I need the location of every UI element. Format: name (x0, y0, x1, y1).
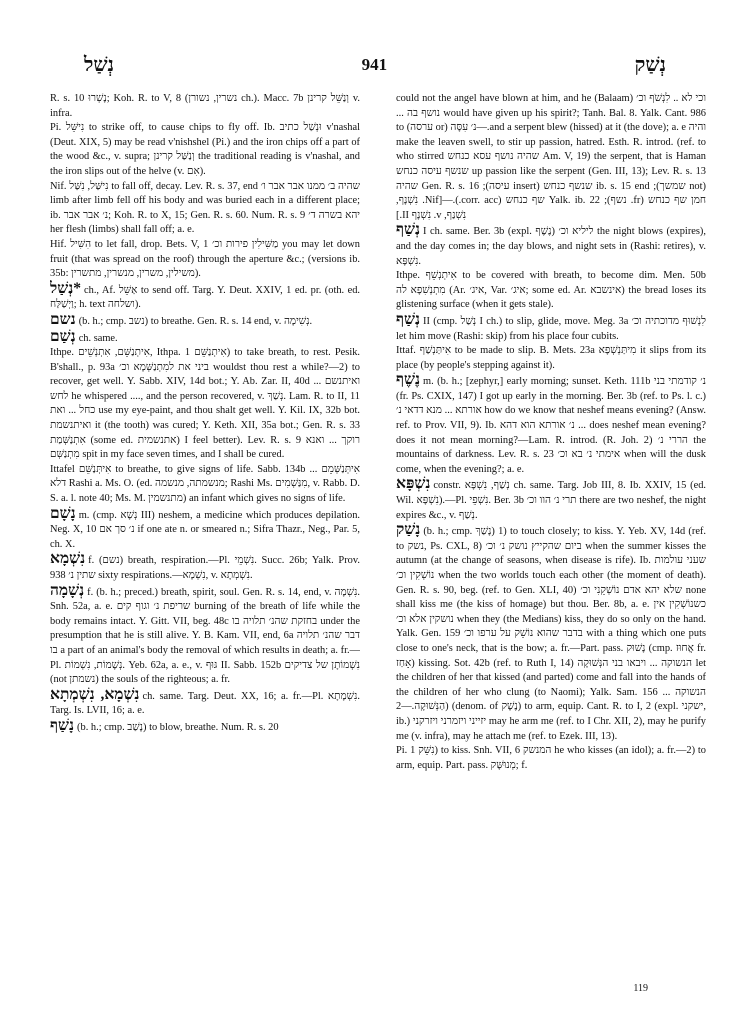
entry-text: Pi. נִישֵּׁל to strike off, to cause chips to fly off. Ib. וּנְשַׁל כתיב v'nashal (Deut. XIX, 5) may be read v'nishshel (Pi.) and the iron chips off a part of the wood &c., v. supra; וְנַשַּׁל קרינן the traditional reading is v'nashal, and the iron slips out of the helve (v. אִם). (50, 122, 360, 177)
dictionary-entry (396, 523, 706, 744)
entry-text: Nif. נִישַּׁל, נִשַּׁל to fall off, decay. Lev. R. s. 37, end שהיה ב׳ ממנו אבר אבר ו׳ limb after limb fell off his body and was buried each in a different place; ib. נ׳ אבר אבר; Koh. R. to X, 15; Gen. R. s. 60. Num. R. s. 9 יהא בשרה ד׳ her flesh (limbs) shall fall off; a. e. (50, 180, 360, 236)
entry-text: וכי לא .. לִנְשֹׁף וכ׳ could not the angel have blown at him, and he (Balaam) would have given up his spirit?; Tanh. Bal. 8. Yalk. Cant. 986 נושף בה ... והיה and a serpent blew (hissed) at it (the dove); a. e.—נ׳ עִסָּה (or ערסה) to make the leaven swell, to stir up passion, hatred. Esth. R. introd. (ref. to Am. V, 19) the serpent, that is Haman שהיה נושף עסא כנחש who stirred up passion like the serpent (Gen. III, 13); Lev. R. s. 13 שנשף עיסה כנחש (not שמשך); ib. s. 15 end שנשף כנחש (insert עיסה); Gen. R. s. 16 שהיה חמן שף כנחש (fr. נשף); Yalk. ib. 22 שף כנחש (corr. acc.).—[Nif. נִשְׁנָף, נִשְׁנַף, v. נִשְׁנָף II.] (396, 93, 706, 221)
dictionary-entry (50, 121, 360, 179)
signature-number: 119 (633, 983, 648, 994)
dictionary-entry (50, 716, 360, 736)
entry-text: (b. h.; cmp. נשב) to breathe. Gen. R. s. 14 end, v. נְשִׁימָה. (78, 315, 313, 327)
entry-text: Pi. נִשֵּׁק 1) to kiss. Snh. VII, 6 המנשק he who kisses (an idol); a. fr.—2) to arm, equip. Part. pass. מְנוּשָּׁק; f. (396, 745, 706, 771)
entry-headword: נֶשֶׁף (396, 371, 421, 389)
right-column (396, 92, 706, 987)
dictionary-entry (50, 180, 360, 238)
dictionary-entry (50, 327, 360, 347)
entry-headword: נִשְׁמָא (50, 550, 86, 568)
dictionary-entry (396, 744, 706, 773)
dictionary-entry (50, 92, 360, 121)
entry-headword: נְשַׁף (396, 310, 421, 328)
entry-headword: נְשַׁם (50, 327, 76, 345)
dictionary-entry (50, 238, 360, 282)
entry-text: Ittafel אִיתְּנַשֵּׁם to breathe, to give signs of life. Sabb. 134b אִיתְּנַשְּׁמֵם ... דלא Rashi a. Ms. O. (ed. מנשמתה, מנשמה; Rashi Ms. מִנַּשְׁמִים, v. Rabb. D. S. a. l. note 40; Ms. M. מתנשמין) an infant which gives no signs of life. (50, 463, 360, 505)
dictionary-entry (50, 581, 360, 688)
entry-text: f. (נשם) breath, respiration.—Pl. נִשְׁמֵי. Succ. 26b; Yalk. Prov. 938 שתין נ׳ sixty respirations.—נִשְׁמָא, v. נִשְׁמְתָא. (50, 555, 360, 581)
entry-text: (b. h.; cmp. נָשַׁךְ) 1) to touch closely; to kiss. Y. Yeb. XV, 14d (ref. to נשק, Ps. CXL, 8) ביום שהקייץ נושק נ׳ וכ׳ when the summer kisses the autumn (at the change of seasons, when disease is rife). Ib. שעני עולמות נוֹשְׁקִין וכ׳ when the two worlds touch each other (the moment of death). Gen. R. s. 90, beg. (ref. to Gen. XLI, 40) שלא יהא אדם נוֹשְׁקֵנִי וכ׳ none shall kiss me (the kiss of homage) but thou. Ber. 8b, a. e. כשנוֹשְׁקִין אין נושקין אלא וכ׳ when they (the Medians) kiss, they do so only on the hand. Yalk. Gen. 159 בדבר שהוא נוֹשֵׁק על ערפו וכ׳ with a thing which one puts close to one's neck, that is the bow; a. fr.—Part. pass. נָשׁוּק (cmp. אֲחוּז fr. אָחַז) kissing. Sot. 42b (ref. to Ruth I, 14) הנשוקה ... ויבאו בני הנְּשׁוּקָה let the children of her that kissed (and parted) come and fall into the hands of the children of her who clung (to Naomi); Yalk. Sam. 156 הנשוקה ... הַנְּשׁוּקָה.—2) (denom. of נֶשֶׁק) to arm, equip. Cant. R. to I, 2 (expl. ישקני, ib.) יזייני ויזמרני ויזרקני may he arm me (ref. to I Chr. XII, 2), may he purify me (v. infra), may he attach me (ref. to Ezek. III, 13). (396, 526, 706, 742)
dictionary-entry (396, 269, 706, 313)
dictionary-entry (50, 279, 360, 313)
entry-text: ch. same. (78, 332, 118, 344)
entry-text: I ch. same. Ber. 3b (expl. נֶשֶׁף) ליליא וכ׳ the night blows (expires), and the day comes in; the day blows, and night sets in (Rashi: retires), v. נִשְׁפָּא. (396, 226, 706, 267)
dictionary-entry (50, 463, 360, 507)
dictionary-entry (396, 92, 706, 223)
entry-text: Hif. הִשִּׁיל to let fall, drop. Bets. V, 1 מַשִּׁילִין פירות וכ׳ you may let down fruit (that was spread on the roof) through the aperture &c.; (versions ib. 35b: משילין, משרין, מנשרין, מתשרין). (50, 238, 360, 280)
entry-text: R. s. 10 נָשְׁרוּ; Koh. R. to V, 8 (נשרין, נשורן ch.). Macc. 7b וְנַשֵּׁל קרינן v. infra. (50, 93, 360, 119)
dictionary-entry (396, 344, 706, 373)
dictionary-entry (50, 504, 360, 553)
dictionary-entry (396, 373, 706, 477)
entry-headword: נְשָׁמָה (50, 581, 85, 599)
entry-text: m. (cmp. נְשָׁא III) neshem, a medicine which produces depilation. Neg. X, 10 נ׳ סך אם if one ate n. or smeared n.; Sifra Thazr., Neg., Par. 5, ch. X. (50, 509, 360, 550)
entry-text: Ittaf. אִיתַּנְשַׁף to be made to slip. B. Mets. 23a מִיתַּנְשְׁפָא it slips from its place (by people's stepping against it). (396, 345, 706, 371)
entry-text: Ithpe. אִיתְנְשֵׁף to be covered with breath, to become dim. Men. 50b מִתְנְשִׁפָא לה (Ar. איג׳, Var. איג׳; some ed. Ar. אינשבא) the bread loses its glistening surface (when it gets stale). (396, 270, 706, 311)
dictionary-entry (50, 310, 360, 330)
entry-headword: נָשָׁם (50, 504, 76, 522)
page-header (84, 50, 666, 80)
entry-headword: נְשַׁף (396, 221, 421, 239)
dictionary-entry (396, 477, 706, 523)
entry-headword: נִשְׁפָּא (396, 475, 431, 493)
entry-headword: נָשַׁק (396, 521, 421, 539)
dictionary-entry (50, 685, 360, 719)
dictionary-entry (50, 552, 360, 583)
entry-headword: נשם (50, 310, 76, 328)
entry-headword: נִשְׁמָא, נִשְׁמְתָא (50, 685, 140, 703)
entry-headword: *נְשַׁל (50, 279, 82, 297)
entry-text: Ithpe. אִיתְנַשֵּׁם, אִתְנְשֵׁים, Ithpa. אִיתְנַשֵּׁם 1) to take breath, to rest. Pesik. B'shall., p. 93a ביני את למִתְנַשְּׁמָא וכ׳ wouldst thou rest a while?—2) to recover, get well. Y. Sabb. XIV, 14d bot.; Y. Ab. Zar. II, 40d ואיתנשם ... לחש he whispered ...., and the person recovered, v. נְשַׁךְ. Lam. R. to II, 11 כחל ... ואת use my eye-paint, and thou shalt get well. Y. Kil. IX, 32b bot. ואיתנשמת it (the tooth) was cured; Y. Keth. XII, 35a bot.; Gen. R. s. 33 אִתְנַשְּׁמַת (some ed. אתנשמית) I feel better). Lev. R. s. 9 רוקך ... ואנא מִתְנַשְּׁם spit in my face seven times, and I shall be cured. (50, 347, 360, 461)
entry-text: f. (b. h.; preced.) breath, spirit, soul. Gen. R. s. 14, end, v. נִשְׁמָה. Snh. 52a, a. e. שריפת נ׳ וגוף קים burning of the breath of life while the body remains intact. Y. Gitt. VII, beg. 48c בחזקת שהנ׳ תלויה בו under the presumption that he is still alive. Y. B. Kam. VII, end, 6a דבר שהנ׳ תלויה בו a part of an animal's body the removal of which results in death; a. fr.—Pl. נְשָׁמוֹת, נִשְׁמוֹת. Yeb. 62a, a. e., v. גּוּף II. Sabb. 152b נִשְׁמוֹתָן של צדיקים (not נשמתן) the souls of the righteous; a. fr. (50, 586, 360, 686)
entry-text: constr. נְשַׁף, נִשְׁפָּא ch. same. Targ. Job III, 8. Ib. XXIV, 15 (ed. Wil. נִשְׁפָּא).—Pl. נִשְׁפֵי. Ber. 3b תרי נ׳ הוו וכ׳ there are two neshef, the night expires &c., v. נְשַׁף. (396, 480, 706, 521)
entry-text: ch., Af. אַשֵּׁל to send off. Targ. Y. Deut. XXIV, 1 ed. pr. (oth. ed. וַיְשַׁלַּח; h. text ושלחה). (50, 284, 360, 311)
entry-text: (b. h.; cmp. נָשַׁב) to blow, breathe. Num. R. s. 20 (77, 721, 279, 733)
left-column (50, 92, 360, 987)
entry-text: m. (b. h.; [zephyr,] early morning; sunset. Keth. 111b נ׳ קודמתי בני (fr. Ps. CXIX, 147) I got up early in the morning. Ber. 3b (ref. to Ps. l. c.) אורתא ... מנא דדאי נ׳ how do we know that neshef means evening? (Answ. ref. to Prov. VII, 9). Ib. נ׳ אורתא הוא דהא ... does neshef mean evening? does it not mean morning?—Lam. R. introd. (R. Joh. 2) הררי נ׳ the mountains of darkness. Lev. R. s. 23 אימתי נ׳ בא וכ׳ when will the dusk come, when the evening?; a. e. (396, 376, 706, 475)
right-running-headword: נְשַׁק (634, 53, 666, 76)
left-running-headword: נְשַׁל (84, 53, 115, 76)
page-number: 941 (361, 55, 388, 74)
entry-headword: נָשַׁף (50, 716, 75, 734)
dictionary-entry (396, 310, 706, 344)
entry-text: ch. same. Targ. Deut. XX, 16; a. fr.—Pl. נִשְׁמָתָא. Targ. Is. LVII, 16; a. e. (50, 690, 360, 717)
dictionary-entry (50, 346, 360, 463)
dictionary-entry (396, 223, 706, 269)
entry-text: II (cmp. נְשַׁל I ch.) to slip, glide, move. Meg. 3a לִנְשׁוּף מדוכתיה וכ׳ let him move (Rashi: skip) from his place four cubits. (396, 315, 706, 342)
